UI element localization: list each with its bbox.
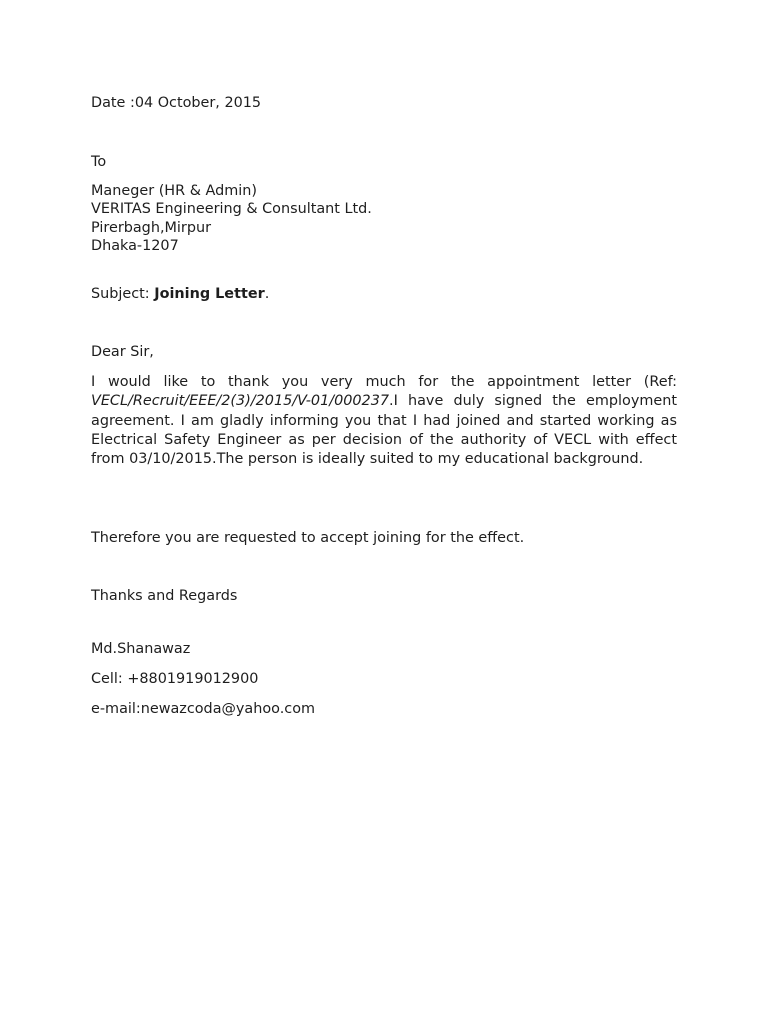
body-paragraph (91, 373, 677, 469)
body-rest: .I have duly signed the employment agreement. I am gladly informing you that I had joined and started working as Electrical Safety Engineer as per decision of the authority of VECL with effect from 03/10/2015.The person is ideally suited to my educational background. (91, 393, 677, 468)
to-line: To (91, 154, 107, 170)
letter-date: Date :04 October, 2015 (91, 95, 262, 111)
request-line: Therefore you are requested to accept joining for the effect. (91, 530, 525, 546)
sender-cell: Cell: +8801919012900 (91, 671, 259, 687)
body-lead: I would like to thank you very much for the appointment letter (Ref: (91, 374, 677, 390)
reference-number: VECL/Recruit/EEE/2(3)/2015/V-01/000237 (91, 393, 390, 410)
salutation: Dear Sir, (91, 344, 154, 360)
recipient-title: Maneger (HR & Admin) (91, 183, 257, 199)
subject-label: Subject: (91, 286, 155, 302)
recipient-city: Dhaka-1207 (91, 237, 179, 254)
sender-name: Md.Shanawaz (91, 641, 191, 657)
recipient-company: VERITAS Engineering & Consultant Ltd. (91, 201, 372, 218)
sender-email: e-mail:newazcoda@yahoo.com (91, 701, 316, 717)
closing: Thanks and Regards (91, 588, 238, 604)
recipient-street: Pirerbagh,Mirpur (91, 219, 212, 236)
subject-line (91, 285, 269, 303)
subject-end: . (264, 286, 270, 302)
subject-text: Joining Letter (154, 286, 265, 302)
recipient-address (91, 182, 372, 255)
